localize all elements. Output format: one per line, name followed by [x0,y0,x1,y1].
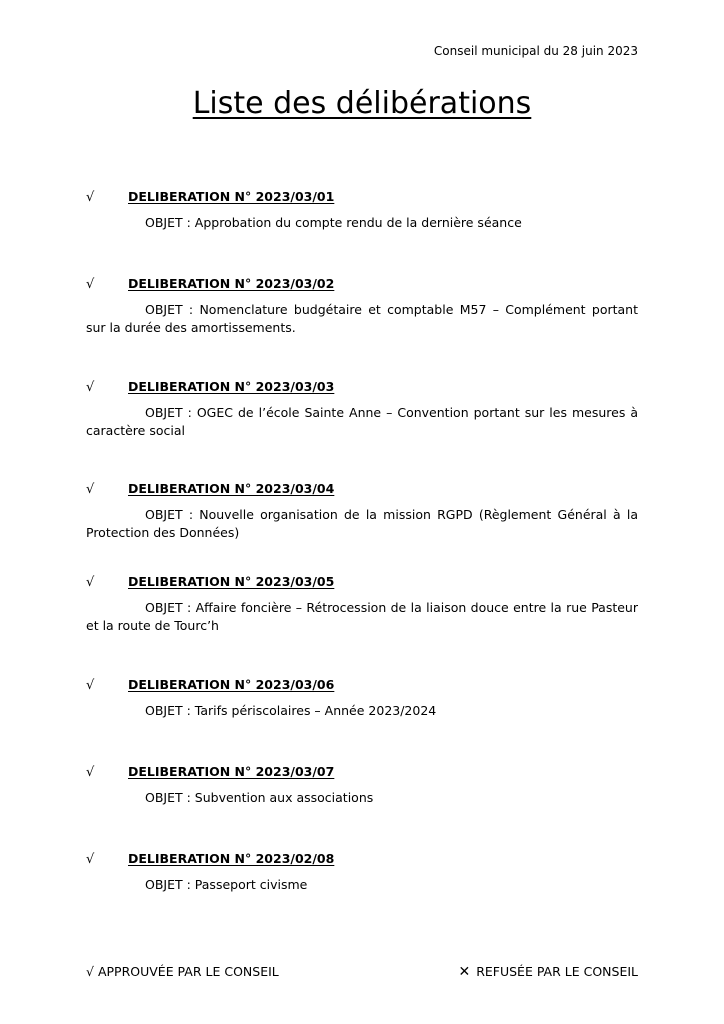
deliberation-objet: OBJET : Nomenclature budgétaire et comptable M57 – Complément portant sur la durée des amortissements. [86,302,638,335]
checkmark-icon: √ [86,678,95,693]
deliberation-objet: OBJET : Nouvelle organisation de la mission RGPD (Règlement Général à la Protection des Données) [86,507,638,540]
deliberation-header [86,764,638,780]
checkmark-icon: √ [86,277,95,292]
legend-refused [458,964,638,980]
deliberation-item [86,764,638,807]
deliberation-header [86,481,638,497]
deliberation-header [86,574,638,590]
deliberation-objet: OBJET : Affaire foncière – Rétrocession de la liaison douce entre la rue Pasteur et la route de Tourc’h [86,600,638,633]
deliberation-number: DELIBERATION N° 2023/03/06 [128,677,335,692]
deliberation-item [86,574,638,635]
meeting-date: Conseil municipal du 28 juin 2023 [433,44,638,58]
deliberation-item [86,379,638,440]
checkmark-icon: √ [86,190,95,205]
deliberation-number: DELIBERATION N° 2023/02/08 [128,851,335,866]
deliberation-number: DELIBERATION N° 2023/03/07 [128,764,335,779]
deliberation-item [86,189,638,232]
deliberation-header [86,276,638,292]
deliberation-number: DELIBERATION N° 2023/03/04 [128,481,335,496]
checkmark-icon: √ [86,380,95,395]
deliberation-objet: OBJET : Passeport civisme [145,877,308,892]
deliberation-item [86,677,638,720]
deliberation-number: DELIBERATION N° 2023/03/05 [128,574,335,589]
legend-refused-label: REFUSÉE PAR LE CONSEIL [476,964,638,979]
deliberation-item [86,276,638,337]
checkmark-icon: √ [86,482,95,497]
page-title: Liste des délibérations [192,86,532,121]
deliberation-header [86,189,638,205]
deliberation-number: DELIBERATION N° 2023/03/03 [128,379,335,394]
deliberation-objet: OBJET : Subvention aux associations [145,790,374,805]
checkmark-icon: √ [86,852,95,867]
deliberation-objet: OBJET : OGEC de l’école Sainte Anne – Convention portant sur les mesures à caractère social [86,405,638,438]
deliberation-objet: OBJET : Approbation du compte rendu de la dernière séance [145,215,522,230]
deliberation-header [86,677,638,693]
checkmark-icon: √ [86,575,95,590]
deliberation-header [86,851,638,867]
deliberation-number: DELIBERATION N° 2023/03/02 [128,276,335,291]
deliberation-header [86,379,638,395]
deliberation-number: DELIBERATION N° 2023/03/01 [128,189,335,204]
cross-icon: ✕ [458,964,471,980]
checkmark-icon: √ [86,765,95,780]
deliberation-item [86,481,638,542]
legend-approved: √ APPROUVÉE PAR LE CONSEIL [86,964,279,979]
deliberation-objet: OBJET : Tarifs périscolaires – Année 2023/2024 [145,703,437,718]
deliberation-item [86,851,638,894]
